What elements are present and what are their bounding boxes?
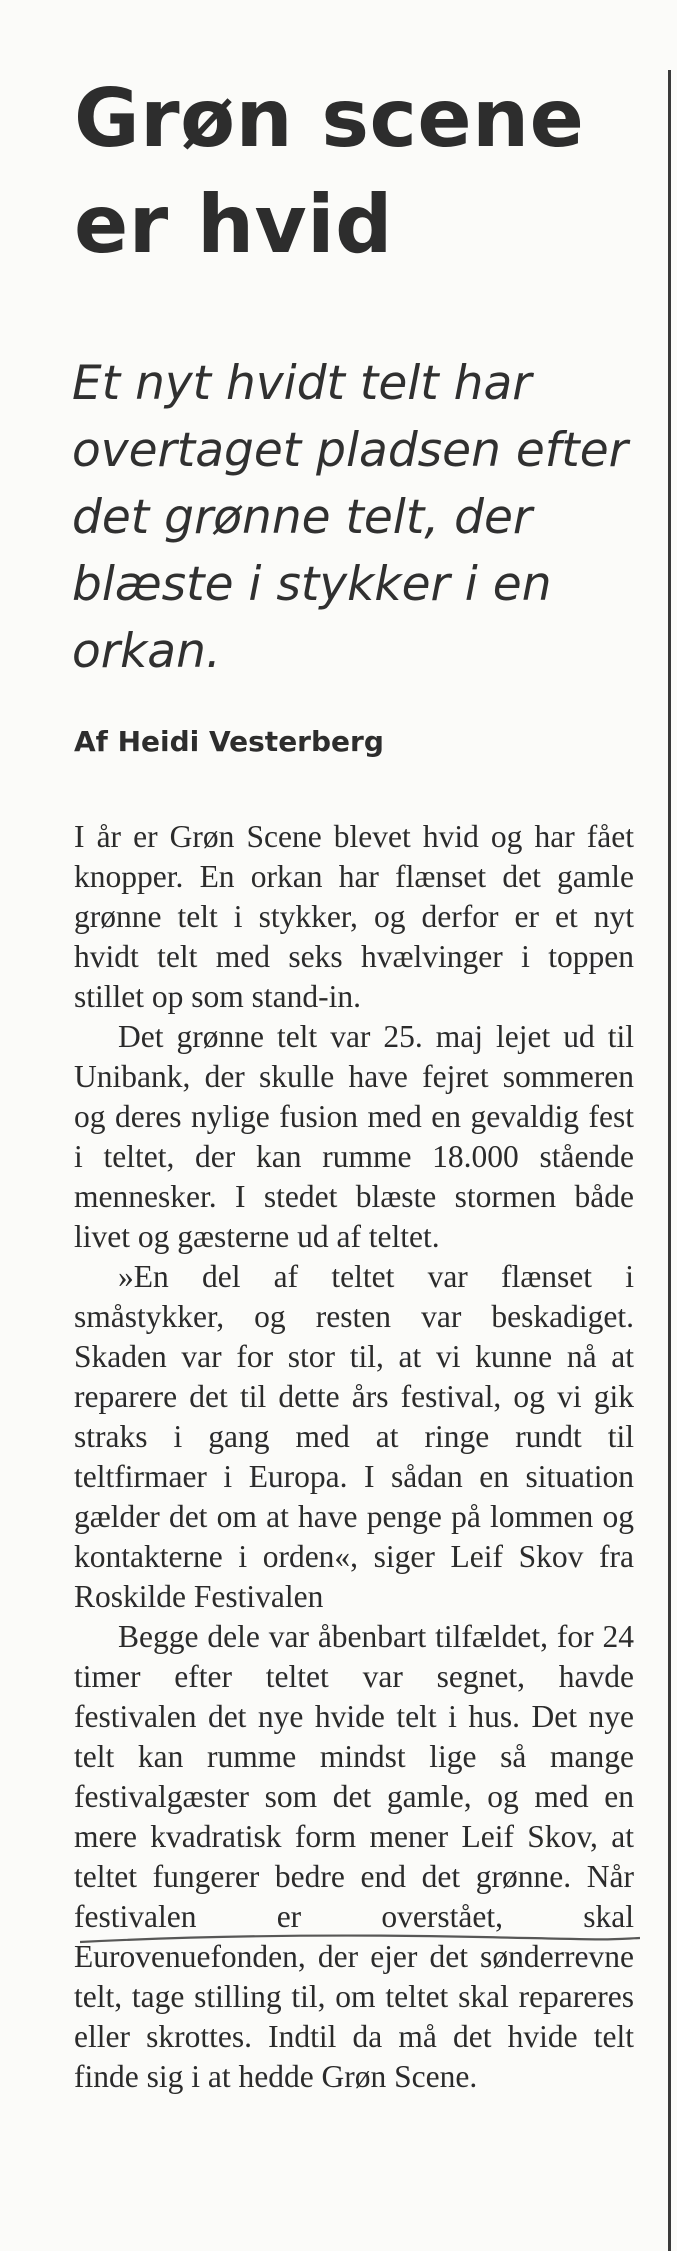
pen-stroke-mark	[80, 1928, 640, 1948]
column-rule	[668, 70, 671, 2251]
body-paragraph-2: Det grønne telt var 25. maj lejet ud til Unibank, der skulle have fejret sommeren og deres nylige fusion med en gevaldig fest i teltet, der kan rumme 18.000 stående mennesker. I stedet blæste stormen både livet og gæsterne ud af teltet.	[74, 1019, 634, 1254]
headline: Grøn scene er hvid	[74, 72, 585, 271]
lead-paragraph: Et nyt hvidt telt har overtaget pladsen efter det grønne telt, der blæste i stykker i en orkan.	[72, 356, 628, 679]
body-paragraph-4: Begge dele var åbenbart tilfældet, for 24 timer efter teltet var segnet, havde festivalen det nye hvide telt i hus. Det nye telt kan rumme mindst lige så mange festivalgæster som det gamle, og med en mere kvadratisk form mener Leif Skov, at teltet fungerer bedre end det grønne. Når festivalen er overstået, skal Eurovenuefonden, der ejer det sønderrevne telt, tage stilling til, om teltet skal repareres eller skrottes. Indtil da må det hvide telt finde sig i at hedde Grøn Scene.	[74, 1619, 634, 2094]
body-paragraph-1: I år er Grøn Scene blevet hvid og har fået knopper. En orkan har flænset det gamle grønne telt i stykker, og derfor er et nyt hvidt telt med seks hvælvinger i toppen stillet op som stand-in.	[74, 819, 634, 1014]
body-paragraph-3: »En del af teltet var flænset i småstykker, og resten var beskadiget. Skaden var for stor til, at vi kunne nå at reparere det til dette års festival, og vi gik straks i gang med at ringe rundt til teltfirmaer i Europa. I sådan en situation gælder det om at have penge på lommen og kontakterne i orden«, siger Leif Skov fra Roskilde Festivalen	[74, 1259, 634, 1614]
byline: Af Heidi Vesterberg	[74, 725, 384, 758]
article-body	[74, 817, 634, 2097]
